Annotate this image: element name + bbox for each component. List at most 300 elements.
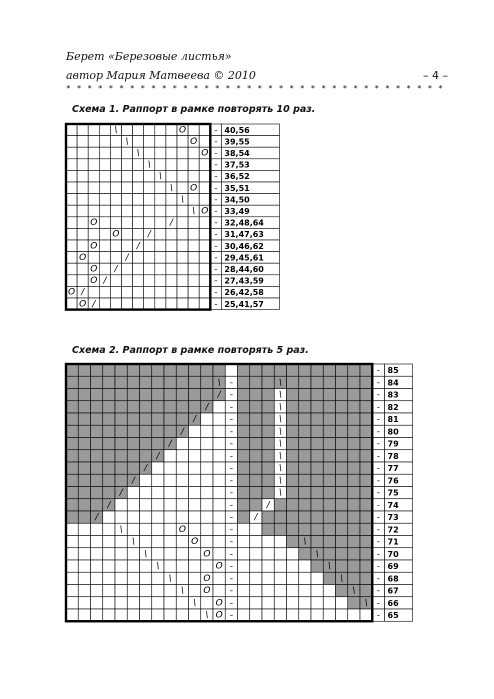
chart-cell (199, 228, 210, 240)
stitch-symbol: / (180, 426, 184, 437)
chart-cell (99, 263, 110, 275)
chart-cell (66, 182, 77, 194)
chart-cell (91, 438, 103, 450)
chart-cell (189, 499, 201, 511)
chart-cell (78, 536, 90, 548)
chart-cell (166, 228, 177, 240)
chart-cell (199, 159, 210, 171)
stitch-symbol: - (376, 500, 380, 511)
chart-cell (66, 413, 78, 425)
chart-cell (299, 425, 311, 437)
chart-cell (360, 413, 372, 425)
stitch-symbol: - (376, 402, 380, 413)
chart-cell (152, 511, 164, 523)
chart-cell (201, 425, 213, 437)
row-number: 78 (387, 451, 399, 461)
chart-cell (348, 413, 360, 425)
chart-cell (122, 217, 133, 229)
chart-cell (103, 523, 115, 535)
chart-cell (127, 450, 139, 462)
chart-cell (323, 413, 335, 425)
chart-cell (164, 511, 176, 523)
chart-cell (127, 511, 139, 523)
chart-cell (250, 462, 262, 474)
stitch-symbol: - (214, 241, 218, 252)
chart-cell (122, 205, 133, 217)
row-number: 26,42,58 (224, 288, 264, 298)
chart-cell (348, 536, 360, 548)
chart-cell (78, 609, 90, 621)
chart-cell (133, 170, 144, 182)
stitch-symbol: O (215, 610, 223, 621)
chart-cell (176, 536, 188, 548)
chart-cell (336, 585, 348, 597)
chart-cell (66, 205, 77, 217)
chart-cell (110, 136, 121, 148)
chart-cell (360, 536, 372, 548)
row-number: 34,50 (224, 195, 250, 205)
chart-cell (287, 609, 299, 621)
row-number: 75 (387, 488, 399, 498)
chart-cell (213, 585, 225, 597)
chart-cell (103, 597, 115, 609)
chart-cell (201, 560, 213, 572)
chart-cell (274, 572, 286, 584)
stitch-symbol: - (229, 439, 233, 450)
chart-cell (152, 523, 164, 535)
stitch-symbol: O (203, 573, 211, 584)
chart-cell (91, 474, 103, 486)
chart-cell (91, 450, 103, 462)
chart-cell (66, 252, 77, 264)
chart-cell (99, 170, 110, 182)
chart-cell (66, 499, 78, 511)
chart-cell (133, 275, 144, 287)
chart-cell (164, 523, 176, 535)
chart-cell (66, 462, 78, 474)
chart-cell (77, 205, 88, 217)
stitch-symbol: \ (156, 561, 160, 572)
chart-cell (164, 401, 176, 413)
stitch-symbol: \ (327, 561, 331, 572)
chart-cell (238, 389, 250, 401)
stitch-symbol: / (114, 264, 118, 275)
chart-cell (177, 159, 188, 171)
chart-cell (299, 389, 311, 401)
chart-cell (88, 252, 99, 264)
chart-cell (127, 413, 139, 425)
chart-cell (188, 228, 199, 240)
chart-cell (238, 401, 250, 413)
chart-cell (155, 228, 166, 240)
chart-cell (238, 548, 250, 560)
chart-cell (103, 474, 115, 486)
chart-cell (166, 263, 177, 275)
chart-cell (127, 609, 139, 621)
chart-cell (115, 376, 127, 388)
chart-cell (122, 182, 133, 194)
star-divider: * * * * * * * * * * * * * * * * * * * * * * * * * * * * * * * * * * * * (66, 84, 444, 93)
chart-cell (188, 124, 199, 136)
stitch-symbol: - (214, 264, 218, 275)
chart-cell (311, 511, 323, 523)
chart-cell (262, 376, 274, 388)
chart-cell (99, 147, 110, 159)
chart-cell (77, 159, 88, 171)
chart-cell (88, 205, 99, 217)
chart-cell (78, 474, 90, 486)
chart-cell (133, 124, 144, 136)
chart-cell (78, 487, 90, 499)
chart-cell (66, 124, 77, 136)
chart-cell (115, 511, 127, 523)
chart-cell (299, 572, 311, 584)
stitch-symbol: - (214, 276, 218, 287)
chart-cell (177, 228, 188, 240)
row-number: 71 (387, 537, 399, 547)
stitch-symbol: O (79, 299, 87, 310)
stitch-symbol: \ (278, 390, 282, 401)
chart-cell (348, 389, 360, 401)
chart-cell (189, 389, 201, 401)
chart-cell (213, 401, 225, 413)
chart-cell (66, 136, 77, 148)
chart-cell (201, 450, 213, 462)
chart-cell (155, 205, 166, 217)
chart-cell (336, 462, 348, 474)
chart-cell (262, 597, 274, 609)
chart-cell (176, 499, 188, 511)
chart-cell (188, 170, 199, 182)
chart-cell (299, 438, 311, 450)
chart-cell (103, 389, 115, 401)
chart-cell (133, 298, 144, 310)
chart-cell (127, 572, 139, 584)
chart-cell (323, 572, 335, 584)
row-number: 69 (387, 562, 399, 572)
chart-cell (323, 438, 335, 450)
chart-cell (299, 401, 311, 413)
chart-cell (88, 170, 99, 182)
chart-cell (311, 585, 323, 597)
chart-cell (213, 536, 225, 548)
chart-cell (360, 364, 372, 376)
chart-cell (152, 462, 164, 474)
stitch-symbol: - (376, 586, 380, 597)
chart-cell (164, 413, 176, 425)
chart-cell (140, 401, 152, 413)
chart-cell (66, 275, 77, 287)
chart-cell (164, 536, 176, 548)
chart-cell (144, 194, 155, 206)
chart-cell (348, 462, 360, 474)
chart-cell (348, 523, 360, 535)
chart-cell (91, 609, 103, 621)
stitch-symbol: \ (278, 426, 282, 437)
stitch-symbol: \ (181, 194, 185, 205)
chart-cell (274, 499, 286, 511)
chart-cell (323, 401, 335, 413)
chart-cell (77, 170, 88, 182)
stitch-symbol: \ (144, 549, 148, 560)
stitch-symbol: - (214, 160, 218, 171)
chart-cell (155, 159, 166, 171)
chart-cell (91, 462, 103, 474)
chart-cell (189, 572, 201, 584)
row-number: 29,45,61 (224, 253, 264, 263)
chart-cell (164, 548, 176, 560)
row-number: 84 (387, 378, 399, 388)
chart-cell (155, 263, 166, 275)
stitch-symbol: \ (168, 573, 172, 584)
chart-cell (336, 548, 348, 560)
row-number: 27,43,59 (224, 276, 264, 286)
chart-cell (166, 275, 177, 287)
chart-cell (225, 364, 237, 376)
chart-cell (189, 511, 201, 523)
chart-cell (213, 572, 225, 584)
chart-cell (262, 523, 274, 535)
stitch-symbol: \ (114, 125, 118, 136)
chart-cell (103, 511, 115, 523)
chart-cell (127, 585, 139, 597)
stitch-symbol: / (254, 512, 258, 523)
stitch-symbol: / (136, 241, 140, 252)
chart-cell (323, 585, 335, 597)
chart-cell (133, 286, 144, 298)
stitch-symbol: \ (364, 598, 368, 609)
chart-cell (188, 263, 199, 275)
chart-cell (262, 548, 274, 560)
chart-cell (127, 376, 139, 388)
chart-cell (78, 572, 90, 584)
chart-cell (140, 511, 152, 523)
chart-cell (287, 364, 299, 376)
chart-cell (78, 585, 90, 597)
chart-cell (176, 609, 188, 621)
chart-cell (323, 536, 335, 548)
chart-cell (199, 275, 210, 287)
chart-cell (110, 286, 121, 298)
stitch-symbol: O (215, 561, 223, 572)
chart-cell (213, 511, 225, 523)
chart-cell (122, 298, 133, 310)
chart-cell (189, 450, 201, 462)
stitch-symbol: - (229, 390, 233, 401)
stitch-symbol: \ (278, 402, 282, 413)
chart-cell (360, 609, 372, 621)
chart-cell (287, 474, 299, 486)
chart-cell (166, 194, 177, 206)
chart-cell (250, 450, 262, 462)
stitch-symbol: - (214, 125, 218, 136)
stitch-symbol: - (229, 598, 233, 609)
chart-cell (78, 438, 90, 450)
chart-cell (287, 585, 299, 597)
chart-cell (262, 438, 274, 450)
chart-cell (199, 263, 210, 275)
chart-cell (348, 548, 360, 560)
chart-cell (348, 401, 360, 413)
chart-cell (115, 413, 127, 425)
chart-cell (274, 511, 286, 523)
stitch-symbol: - (376, 451, 380, 462)
row-number: 30,46,62 (224, 241, 264, 251)
chart-cell (103, 376, 115, 388)
row-number: 28,44,60 (224, 265, 264, 274)
stitch-symbol: \ (119, 524, 123, 535)
chart-cell (77, 263, 88, 275)
chart-cell (360, 487, 372, 499)
stitch-symbol: - (214, 171, 218, 182)
chart-cell (299, 487, 311, 499)
chart-cell (177, 136, 188, 148)
stitch-symbol: O (90, 218, 98, 229)
stitch-symbol: / (92, 299, 96, 310)
row-number: 36,52 (224, 172, 250, 182)
chart-cell (188, 159, 199, 171)
chart-cell (77, 124, 88, 136)
page-number: – 4 – (423, 69, 448, 82)
chart-cell (66, 401, 78, 413)
chart-cell (360, 474, 372, 486)
stitch-symbol: - (229, 610, 233, 621)
stitch-symbol: - (376, 549, 380, 560)
chart-cell (336, 511, 348, 523)
chart-cell (78, 450, 90, 462)
stitch-symbol: \ (303, 537, 307, 548)
chart-cell (66, 217, 77, 229)
chart-cell (115, 364, 127, 376)
chart-cell (140, 425, 152, 437)
chart-cell (152, 389, 164, 401)
chart-cell (311, 462, 323, 474)
row-number: 72 (387, 525, 399, 535)
chart-cell (66, 240, 77, 252)
chart-cell (66, 560, 78, 572)
chart-cell (127, 425, 139, 437)
chart-cell (299, 413, 311, 425)
stitch-symbol: - (214, 252, 218, 263)
chart-cell (238, 523, 250, 535)
chart-cell (360, 450, 372, 462)
chart-cell (115, 450, 127, 462)
chart-cell (144, 124, 155, 136)
chart-cell (199, 194, 210, 206)
stitch-symbol: \ (169, 183, 173, 194)
chart-cell (164, 425, 176, 437)
chart-cell (88, 159, 99, 171)
chart-cell (287, 376, 299, 388)
stitch-symbol: - (376, 463, 380, 474)
chart-cell (66, 376, 78, 388)
chart-cell (115, 548, 127, 560)
chart-cell (287, 560, 299, 572)
stitch-symbol: O (201, 148, 209, 159)
chart-cell (287, 536, 299, 548)
chart-cell (155, 136, 166, 148)
chart-cell (103, 536, 115, 548)
chart-cell (78, 389, 90, 401)
chart-cell (311, 401, 323, 413)
stitch-symbol: - (214, 229, 218, 240)
chart-cell (348, 376, 360, 388)
chart-cell (287, 499, 299, 511)
row-number: 65 (387, 611, 399, 621)
stitch-symbol: / (168, 439, 172, 450)
chart-cell (122, 228, 133, 240)
chart-cell (166, 170, 177, 182)
chart-cell (323, 597, 335, 609)
chart-cell (133, 263, 144, 275)
chart-cell (262, 572, 274, 584)
chart-cell (127, 548, 139, 560)
chart-cell (176, 389, 188, 401)
chart-cell (238, 474, 250, 486)
stitch-symbol: - (229, 586, 233, 597)
chart-cell (164, 487, 176, 499)
chart-cell (78, 401, 90, 413)
chart-cell (103, 572, 115, 584)
chart-cell (360, 438, 372, 450)
chart-cell (311, 438, 323, 450)
stitch-symbol: - (214, 218, 218, 229)
chart-cell (262, 487, 274, 499)
chart-cell (99, 194, 110, 206)
chart-cell (115, 474, 127, 486)
chart-cell (188, 298, 199, 310)
stitch-symbol: \ (136, 148, 140, 159)
chart-cell (110, 205, 121, 217)
chart-cell (176, 572, 188, 584)
chart-cell (213, 413, 225, 425)
chart-cell (311, 572, 323, 584)
chart-cell (323, 548, 335, 560)
stitch-symbol: - (229, 524, 233, 535)
stitch-symbol: O (215, 598, 223, 609)
chart-cell (115, 401, 127, 413)
row-number: 80 (387, 427, 399, 437)
chart-cell (140, 499, 152, 511)
chart-cell (99, 182, 110, 194)
chart-cell (88, 194, 99, 206)
chart-cell (238, 413, 250, 425)
chart-cell (323, 376, 335, 388)
chart-cell (299, 511, 311, 523)
chart-cell (189, 560, 201, 572)
chart-cell (213, 438, 225, 450)
chart-cell (140, 474, 152, 486)
chart-cell (336, 487, 348, 499)
chart-cell (287, 597, 299, 609)
chart-cell (78, 376, 90, 388)
chart-cell (336, 474, 348, 486)
chart-cell (250, 499, 262, 511)
row-number: 37,53 (224, 160, 250, 170)
chart-cell (311, 364, 323, 376)
chart-cell (188, 240, 199, 252)
chart-cell (360, 499, 372, 511)
chart-cell (115, 585, 127, 597)
stitch-symbol: O (90, 264, 98, 275)
chart-cell (238, 536, 250, 548)
chart-cell (201, 376, 213, 388)
chart-cell (250, 585, 262, 597)
chart-cell (99, 124, 110, 136)
chart-cell (144, 252, 155, 264)
chart-cell (99, 136, 110, 148)
chart-cell (323, 499, 335, 511)
